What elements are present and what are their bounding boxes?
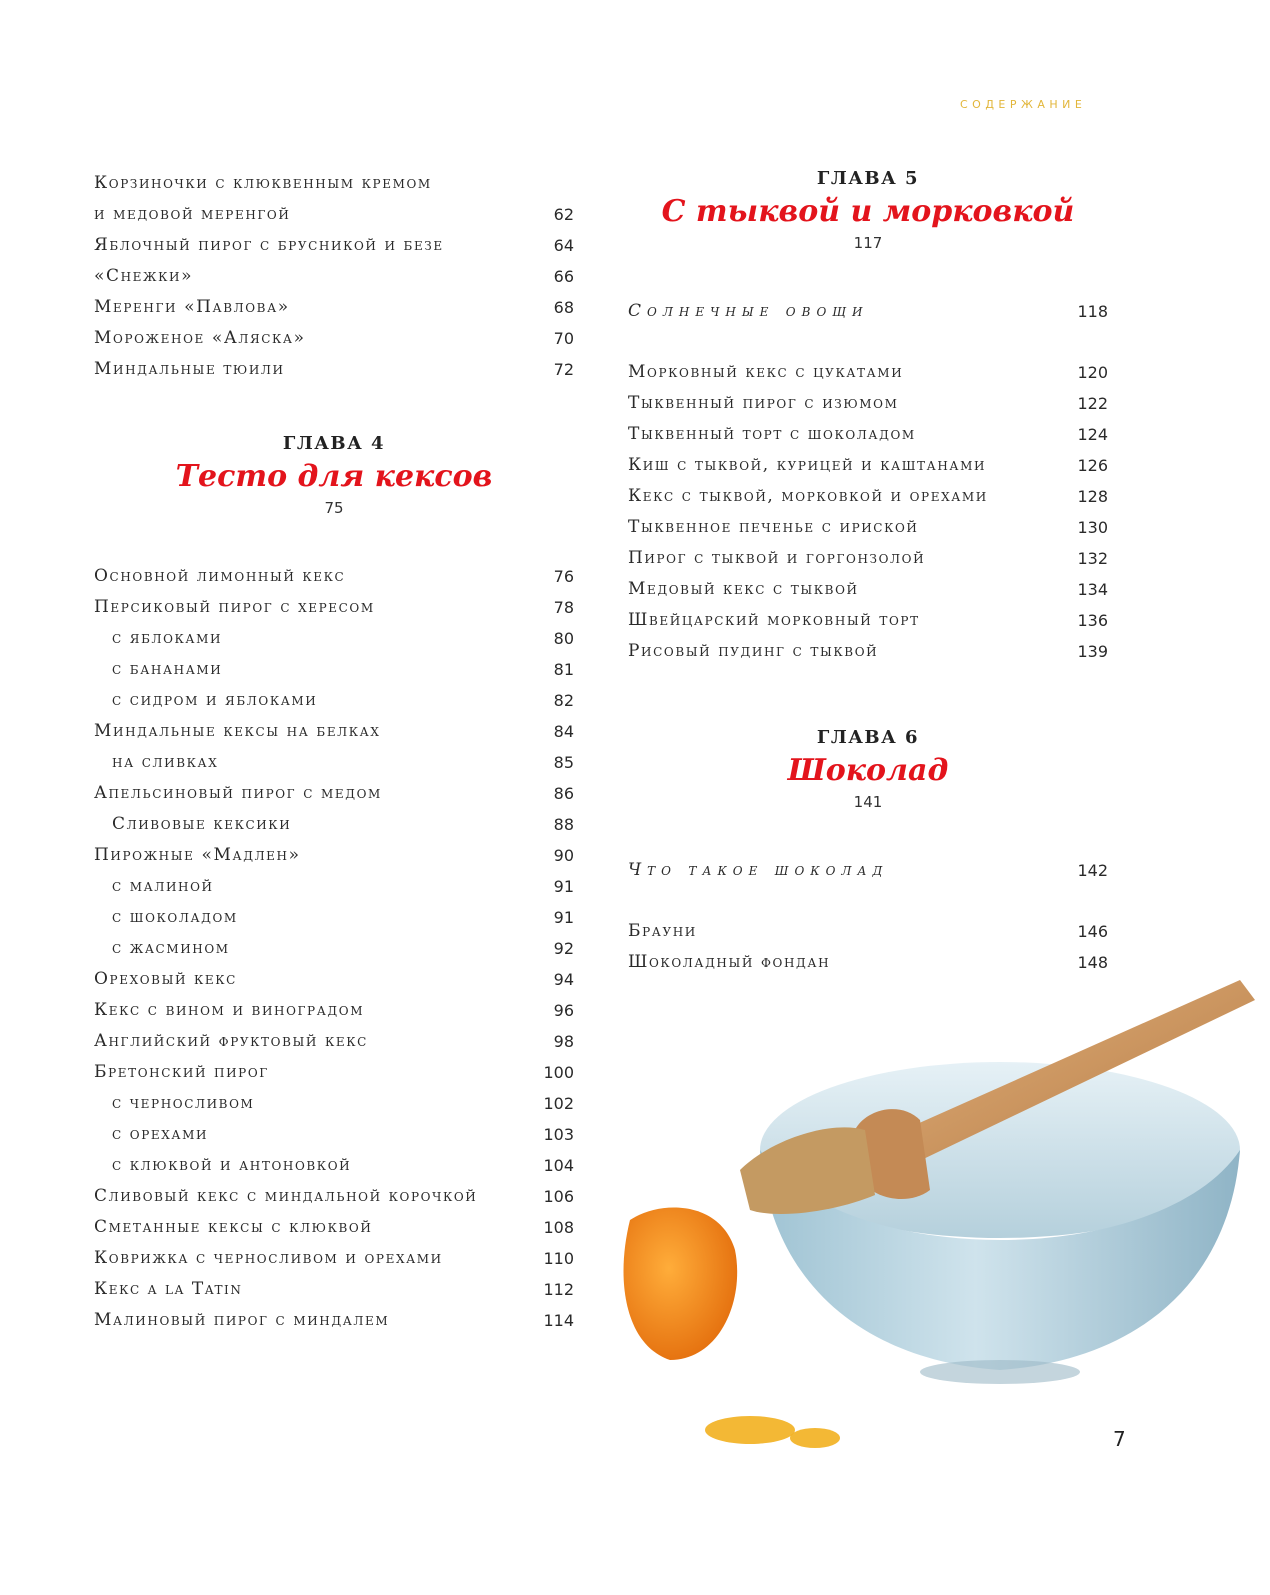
entry-title: Сливовые кексики bbox=[112, 814, 292, 834]
entry-page: 124 bbox=[1077, 425, 1108, 444]
entry-page: 64 bbox=[553, 236, 574, 255]
toc-entry[interactable] bbox=[628, 419, 1108, 450]
entry-page: 120 bbox=[1077, 363, 1108, 382]
entry-page: 91 bbox=[553, 908, 574, 927]
toc-entry[interactable] bbox=[628, 450, 1108, 481]
chapter-label: ГЛАВА 4 bbox=[282, 433, 386, 454]
entry-title: на сливках bbox=[112, 752, 219, 772]
entry-page: 76 bbox=[553, 567, 574, 586]
entry-page: 122 bbox=[1077, 394, 1108, 413]
entry-title: Киш с тыквой, курицей и каштанами bbox=[628, 455, 987, 475]
entry-page: 66 bbox=[553, 267, 574, 286]
entry-title: Корзиночки с клюквенным кремом bbox=[94, 173, 432, 193]
entry-title: Малиновый пирог с миндалем bbox=[94, 1310, 390, 1330]
toc-entry[interactable] bbox=[94, 292, 574, 323]
entry-title: Брауни bbox=[628, 921, 697, 941]
entry-title: Основной лимонный кекс bbox=[94, 566, 346, 586]
entry-page: 98 bbox=[553, 1032, 574, 1051]
yolk-piece bbox=[623, 1208, 737, 1360]
entry-title: Швейцарский морковный торт bbox=[628, 610, 920, 630]
entry-title: Бретонский пирог bbox=[94, 1062, 269, 1082]
entry-page: 110 bbox=[543, 1249, 574, 1268]
entry-page: 146 bbox=[1077, 922, 1108, 941]
entry-page: 92 bbox=[553, 939, 574, 958]
entry-title: Персиковый пирог с хересом bbox=[94, 597, 375, 617]
toc-entry[interactable] bbox=[628, 512, 1108, 543]
entry-page: 134 bbox=[1077, 580, 1108, 599]
entry-title: Английский фруктовый кекс bbox=[94, 1031, 368, 1051]
toc-entry[interactable] bbox=[94, 778, 574, 809]
chapter-4-list bbox=[94, 561, 574, 1336]
toc-entry[interactable] bbox=[94, 1305, 574, 1336]
entry-page: 106 bbox=[543, 1187, 574, 1206]
entry-title: с орехами bbox=[112, 1124, 209, 1144]
entry-page: 88 bbox=[553, 815, 574, 834]
toc-left-column bbox=[94, 168, 574, 1336]
entry-title: Что такое шоколад bbox=[628, 860, 889, 880]
toc-subentry[interactable] bbox=[94, 902, 574, 933]
chapter-label: ГЛАВА 5 bbox=[816, 168, 920, 189]
entry-page: 114 bbox=[543, 1311, 574, 1330]
entry-page: 132 bbox=[1077, 549, 1108, 568]
toc-entry[interactable] bbox=[94, 1212, 574, 1243]
toc-right-column bbox=[628, 168, 1108, 978]
entry-page: 96 bbox=[553, 1001, 574, 1020]
toc-entry[interactable] bbox=[94, 964, 574, 995]
entry-title: Тыквенный пирог с изюмом bbox=[628, 393, 899, 413]
entry-page: 112 bbox=[543, 1280, 574, 1299]
toc-entry[interactable] bbox=[94, 323, 574, 354]
toc-subentry[interactable] bbox=[94, 1088, 574, 1119]
toc-entry[interactable] bbox=[94, 716, 574, 747]
toc-entry[interactable] bbox=[628, 605, 1108, 636]
toc-entry[interactable] bbox=[94, 1057, 574, 1088]
toc-entry[interactable] bbox=[94, 1181, 574, 1212]
toc-subentry[interactable] bbox=[94, 1119, 574, 1150]
toc-subentry[interactable] bbox=[94, 809, 574, 840]
entry-page: 136 bbox=[1077, 611, 1108, 630]
running-head: СОДЕРЖАНИЕ bbox=[960, 98, 1087, 111]
entry-page: 142 bbox=[1077, 861, 1108, 880]
entry-page: 86 bbox=[553, 784, 574, 803]
entry-title: с бананами bbox=[112, 659, 223, 679]
entry-title: с клюквой и антоновкой bbox=[112, 1155, 352, 1175]
entry-page: 128 bbox=[1077, 487, 1108, 506]
entry-title: Тыквенный торт с шоколадом bbox=[628, 424, 916, 444]
chapter-title[interactable]: Тесто для кексов bbox=[175, 459, 493, 494]
entry-title: и медовой меренгой bbox=[94, 204, 291, 224]
toc-entry[interactable] bbox=[628, 357, 1108, 388]
entry-page: 80 bbox=[553, 629, 574, 648]
entry-page: 130 bbox=[1077, 518, 1108, 537]
entry-title: Сливовый кекс с миндальной корочкой bbox=[94, 1186, 478, 1206]
toc-top-list bbox=[94, 168, 574, 385]
toc-entry[interactable] bbox=[628, 636, 1108, 667]
entry-title: Коврижка с черносливом и орехами bbox=[94, 1248, 443, 1268]
entry-title: Пирожные «Мадлен» bbox=[94, 845, 301, 865]
entry-title: Шоколадный фондан bbox=[628, 952, 831, 972]
entry-page: 84 bbox=[553, 722, 574, 741]
toc-subentry[interactable] bbox=[94, 933, 574, 964]
chapter-page: 75 bbox=[324, 499, 344, 517]
entry-title: с малиной bbox=[112, 876, 214, 896]
chapter-5-heading bbox=[628, 168, 1108, 252]
toc-entry[interactable] bbox=[628, 388, 1108, 419]
entry-page: 85 bbox=[553, 753, 574, 772]
bowl-brush-photo bbox=[600, 960, 1270, 1480]
entry-page: 91 bbox=[553, 877, 574, 896]
toc-entry[interactable] bbox=[628, 916, 1108, 947]
entry-page: 72 bbox=[553, 360, 574, 379]
chapter-5-list bbox=[628, 357, 1108, 667]
entry-page: 148 bbox=[1077, 953, 1108, 972]
chapter-page: 117 bbox=[853, 234, 883, 252]
entry-page: 81 bbox=[553, 660, 574, 679]
entry-page: 68 bbox=[553, 298, 574, 317]
entry-title: Апельсиновый пирог с медом bbox=[94, 783, 382, 803]
entry-title: с жасмином bbox=[112, 938, 230, 958]
toc-entry[interactable] bbox=[628, 543, 1108, 574]
entry-page: 104 bbox=[543, 1156, 574, 1175]
toc-subentry[interactable] bbox=[94, 1150, 574, 1181]
entry-title: Морковный кекс с цукатами bbox=[628, 362, 904, 382]
chapter-6-heading bbox=[628, 727, 1108, 811]
entry-title: Тыквенное печенье с ириской bbox=[628, 517, 919, 537]
chapter-label: ГЛАВА 6 bbox=[816, 727, 920, 748]
toc-entry[interactable] bbox=[628, 481, 1108, 512]
entry-title: Кекс a la Tatin bbox=[94, 1279, 243, 1299]
toc-entry[interactable] bbox=[628, 574, 1108, 605]
entry-title: с шоколадом bbox=[112, 907, 238, 927]
toc-entry[interactable] bbox=[94, 199, 574, 230]
toc-entry[interactable] bbox=[94, 354, 574, 385]
entry-page: 102 bbox=[543, 1094, 574, 1113]
chapter-title[interactable]: С тыквой и морковкой bbox=[661, 194, 1075, 229]
toc-subentry[interactable] bbox=[94, 871, 574, 902]
toc-subentry[interactable] bbox=[94, 685, 574, 716]
entry-page: 118 bbox=[1077, 302, 1108, 321]
toc-entry[interactable] bbox=[94, 230, 574, 261]
entry-page: 62 bbox=[553, 205, 574, 224]
entry-title: Яблочный пирог с брусникой и безе bbox=[94, 235, 444, 255]
brush-bristles bbox=[740, 1127, 875, 1214]
entry-title: Мороженое «Аляска» bbox=[94, 328, 306, 348]
yolk-drip bbox=[705, 1416, 795, 1444]
entry-page: 108 bbox=[543, 1218, 574, 1237]
entry-page: 139 bbox=[1077, 642, 1108, 661]
toc-intro-entry[interactable] bbox=[628, 296, 1108, 327]
entry-page: 82 bbox=[553, 691, 574, 710]
toc-entry[interactable] bbox=[94, 1274, 574, 1305]
entry-title: Миндальные тюили bbox=[94, 359, 285, 379]
entry-title: Пирог с тыквой и горгонзолой bbox=[628, 548, 926, 568]
entry-title: Сметанные кексы с клюквой bbox=[94, 1217, 373, 1237]
toc-subentry[interactable] bbox=[94, 747, 574, 778]
entry-page: 94 bbox=[553, 970, 574, 989]
chapter-4-heading bbox=[94, 433, 574, 517]
toc-intro-entry[interactable] bbox=[628, 855, 1108, 886]
entry-title: с сидром и яблоками bbox=[112, 690, 318, 710]
entry-page: 126 bbox=[1077, 456, 1108, 475]
toc-entry[interactable] bbox=[94, 1243, 574, 1274]
chapter-page: 141 bbox=[853, 793, 883, 811]
toc-entry[interactable] bbox=[94, 995, 574, 1026]
entry-title: «Снежки» bbox=[94, 266, 194, 286]
chapter-title[interactable]: Шоколад bbox=[787, 753, 949, 788]
toc-entry[interactable] bbox=[94, 261, 574, 292]
entry-page: 70 bbox=[553, 329, 574, 348]
entry-title: Кекс с вином и виноградом bbox=[94, 1000, 365, 1020]
entry-title: Рисовый пудинг с тыквой bbox=[628, 641, 879, 661]
entry-title: Медовый кекс с тыквой bbox=[628, 579, 859, 599]
toc-subentry[interactable] bbox=[94, 654, 574, 685]
entry-title: Миндальные кексы на белках bbox=[94, 721, 381, 741]
toc-entry[interactable] bbox=[94, 592, 574, 623]
toc-subentry[interactable] bbox=[94, 623, 574, 654]
toc-entry[interactable] bbox=[94, 1026, 574, 1057]
page-number: 7 bbox=[1113, 1427, 1126, 1451]
entry-page: 78 bbox=[553, 598, 574, 617]
entry-page: 90 bbox=[553, 846, 574, 865]
toc-entry[interactable] bbox=[94, 168, 574, 199]
entry-title: Кекс с тыквой, морковкой и орехами bbox=[628, 486, 988, 506]
entry-page: 103 bbox=[543, 1125, 574, 1144]
entry-title: Ореховый кекс bbox=[94, 969, 237, 989]
entry-page: 100 bbox=[543, 1063, 574, 1082]
toc-entry[interactable] bbox=[94, 561, 574, 592]
entry-title: Солнечные овощи bbox=[628, 301, 869, 321]
entry-title: с черносливом bbox=[112, 1093, 255, 1113]
entry-title: Меренги «Павлова» bbox=[94, 297, 290, 317]
toc-entry[interactable] bbox=[94, 840, 574, 871]
entry-title: с яблоками bbox=[112, 628, 223, 648]
